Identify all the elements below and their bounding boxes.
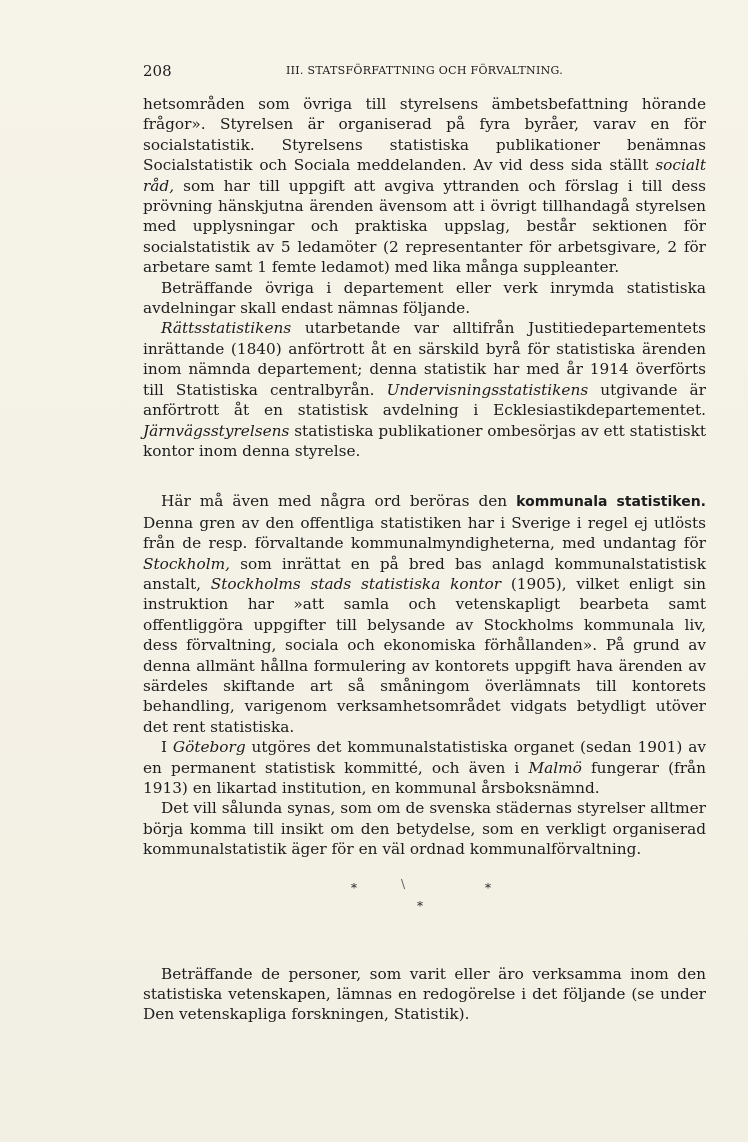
asterisk: * xyxy=(485,880,491,895)
asterisk: * xyxy=(417,898,423,913)
page-body xyxy=(143,94,706,1025)
paragraph-persons-reference: Beträffande de personer, som varit eller äro verksamma inom den statistiska vetenskapen, lämnas en redogörelse i det följande (se under Den vetenskapliga forskningen, Statistik). xyxy=(143,964,706,1024)
running-title: III. STATSFÖRFATTNING OCH FÖRVALTNING. xyxy=(285,64,564,77)
page-header xyxy=(143,62,706,82)
paragraph-departmental-statistics: Rättsstatistikens utarbetande var alltifrån Justitiedepartementets inrättande (1840) anförtrott åt en särskild byrå för statistiska ärenden inom nämnda departement; denna statistik har med år 1914 överförts till Statistiska centralbyrån. Undervisningsstatistikens utgivande är anförtrott åt en statistisk avdelning i Ecklesiastikdepartementet. Järnvägsstyrelsens statistiska publikationer ombesörjas av ett statistiskt kontor inom denna styrelse. xyxy=(143,319,706,460)
section-break-asterisks xyxy=(143,874,706,920)
page-number: 208 xyxy=(143,62,172,80)
paragraph-social-statistics: hetsområden som övriga till styrelsens ämbetsbefattning hörande frågor». Styrelsen är organiserad på fyra byråer, varav en för socialstatistik. Styrelsens statistiska publikationer benämnas Socialstatistik och Sociala meddelanden. Av vid dess sida ställt socialt råd, som har till uppgift att avgiva yttranden och förslag i till dess prövning hänskjutna ärenden ävensom att i övrigt tillhandagå styrelsen med upplysningar och praktiska uppslag, består sektionen för socialstatistik av 5 ledamöter (2 representanter för arbetsgivare, 2 för arbetare samt 1 femte ledamot) med lika många suppleanter. xyxy=(143,95,706,277)
paragraph-goteborg-malmo: I Göteborg utgöres det kommunalstatistiska organet (sedan 1901) av en permanent statistisk kommitté, och även i Malmö fungerar (från 1913) en likartad institution, en kommunal årsboksnämnd. xyxy=(143,738,706,797)
stray-mark: \ xyxy=(401,876,406,891)
asterisk: * xyxy=(351,880,357,895)
paragraph-other-departments: Beträffande övriga i departement eller verk inrymda statistiska avdelningar skall endast nämnas följande. xyxy=(143,278,706,318)
paragraph-conclusion: Det vill sålunda synas, som om de svenska städernas styrelser alltmer börja komma till insikt om den betydelse, som en verkligt organiserad kommunalstatistik äger för en väl ordnad kommunalförvaltning. xyxy=(143,799,706,859)
paragraph-municipal-statistics: Här må även med några ord beröras den kommunala statistiken. Denna gren av den offentliga statistiken har i Sverige i regel ej utlösts från de resp. förvaltande kommunalmyndigheterna, med undantag för Stockholm, som inrättat en på bred bas anlagd kommunalstatistisk anstalt, Stockholms stads statistiska kontor (1905), vilket enligt sin instruktion har »att samla och vetenskapligt bearbeta samt offentliggöra uppgifter till belysande av Stockholms kommunala liv, dess förvaltning, sociala och ekonomiska förhållanden». På grund av denna allmänt hållna formulering av kontorets uppgift hava ärenden av särdeles skiftande art så småningom överlämnats till kontorets behandling, varigenom verksamhetsområdet vidgats betydligt utöver det rent statistiska. xyxy=(143,492,706,736)
